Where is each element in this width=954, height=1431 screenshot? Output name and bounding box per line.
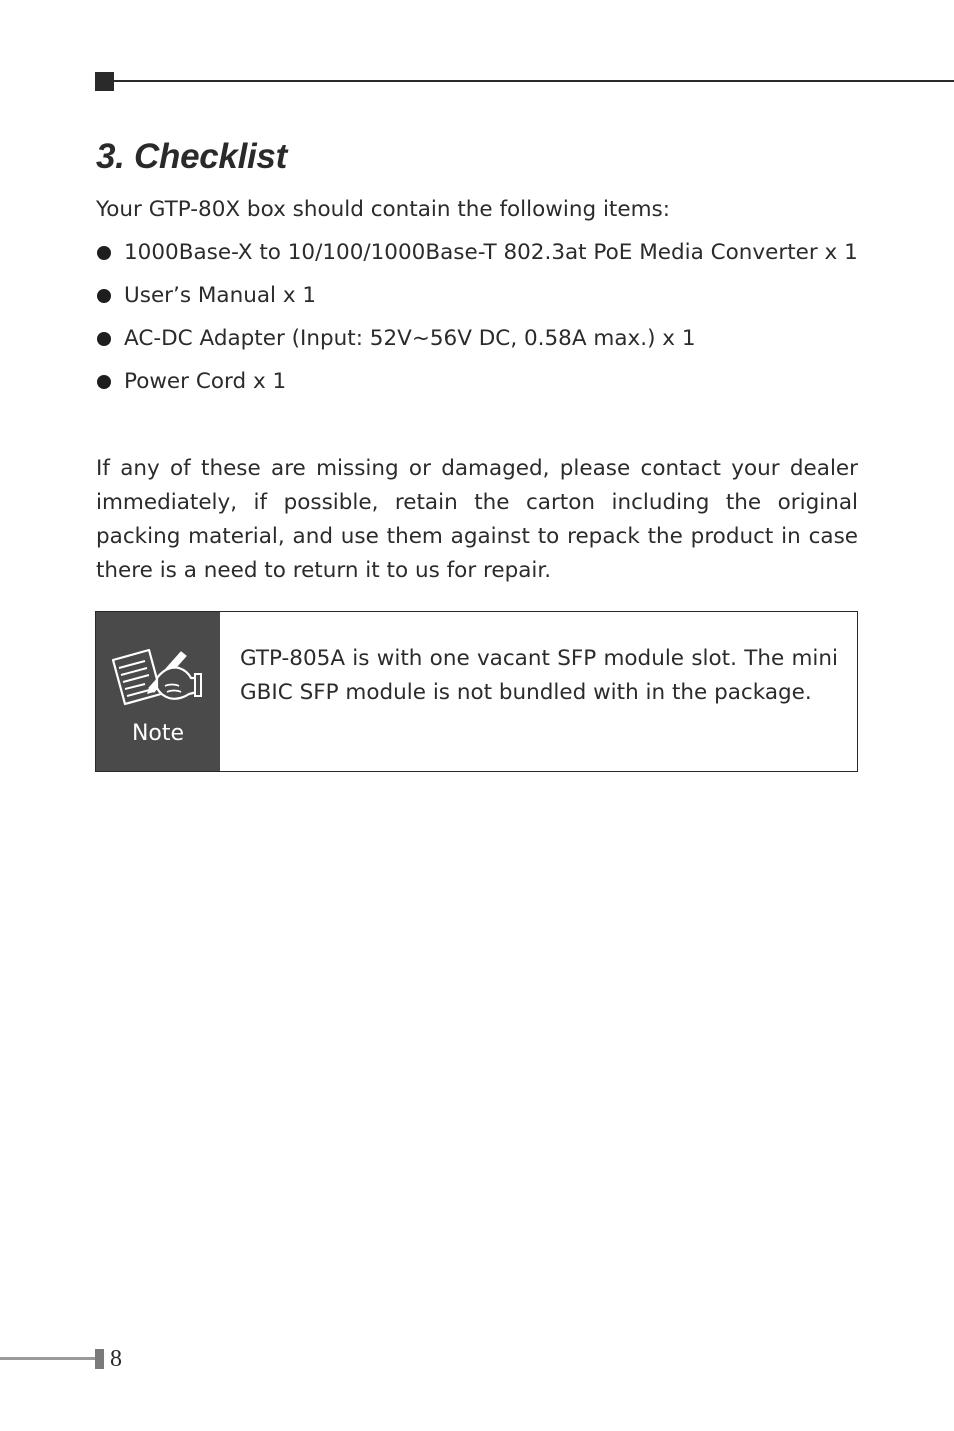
checklist-item-label: User’s Manual x 1 <box>124 283 317 308</box>
bullet-icon <box>97 375 111 389</box>
checklist-item <box>96 365 858 399</box>
note-text: GTP-805A is with one vacant SFP module slot. The mini GBIC SFP module is not bundled with in the package. <box>240 646 838 705</box>
checklist-item <box>96 279 858 313</box>
checklist <box>96 236 858 408</box>
note-box <box>95 611 858 772</box>
checklist-intro: Your GTP-80X box should contain the following items: <box>96 197 670 222</box>
header-rule-block <box>95 72 114 91</box>
bullet-icon <box>97 246 111 260</box>
missing-items-paragraph: If any of these are missing or damaged, please contact your dealer immediately, if possible, retain the carton including the original packing material, and use them against to repack the product in case there is a need to return it to us for repair. <box>96 456 858 583</box>
checklist-item-label: 1000Base-X to 10/100/1000Base-T 802.3at PoE Media Converter x 1 <box>124 240 858 265</box>
checklist-item <box>96 236 858 270</box>
note-label: Note <box>131 721 185 746</box>
checklist-item-label: Power Cord x 1 <box>124 369 287 394</box>
note-panel <box>96 612 220 771</box>
bullet-icon <box>97 289 111 303</box>
footer-rule-block <box>95 1349 104 1369</box>
checklist-item-label: AC-DC Adapter (Input: 52V~56V DC, 0.58A max.) x 1 <box>124 326 696 351</box>
bullet-icon <box>97 332 111 346</box>
section-title: 3. Checklist <box>96 137 287 176</box>
note-hand-writing-icon <box>109 644 207 720</box>
header-rule-line <box>114 80 954 82</box>
footer-rule-line <box>0 1357 95 1360</box>
page-number: 8 <box>110 1346 122 1372</box>
checklist-item <box>96 322 858 356</box>
